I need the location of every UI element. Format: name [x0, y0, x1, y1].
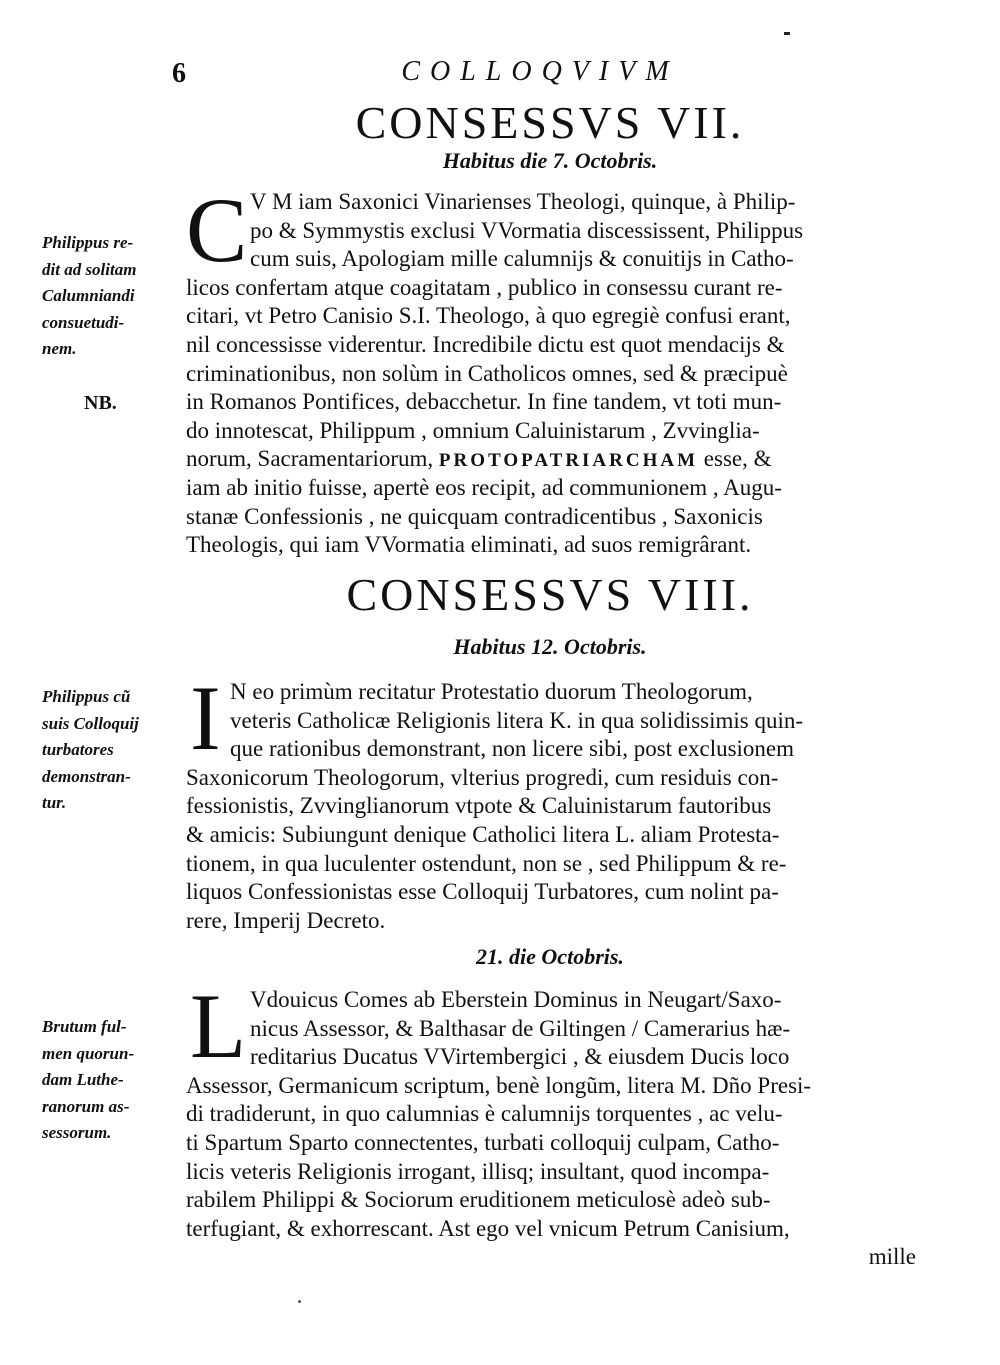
dropcap-c: C — [186, 179, 248, 281]
page-number: 6 — [172, 58, 186, 89]
margin-note-line: tur. — [42, 793, 67, 812]
text-line: Vdouicus Comes ab Eberstein Dominus in Neugart/Saxo- — [250, 987, 782, 1012]
text-line: citari, vt Petro Canisio S.I. Theologo, à quo egregiè confusi erant, — [186, 303, 791, 329]
text-line: stanæ Confessionis , ne quicquam contradicentibus , Saxonicis — [186, 503, 763, 529]
nota-bene-mark: NB. — [84, 392, 117, 414]
session-7-title: CONSESSVS VII. — [355, 97, 745, 148]
margin-note-line: sessorum. — [42, 1123, 112, 1142]
margin-note-line: consuetudi- — [42, 312, 125, 332]
text-line: Theologis, qui iam VVormatia eliminati, ad suos remigrârant. — [186, 532, 752, 558]
text-line: do innotescat, Philippum , omnium Caluinistarum , Zvvinglia- — [186, 417, 760, 443]
text-line: tionem, in qua luculenter ostendunt, non se , sed Philippum & re- — [186, 850, 787, 876]
margin-note-line: Philippus re- — [42, 233, 134, 252]
text-line: nil concessisse viderentur. Incredibile dictu est quot mendacijs & — [186, 331, 785, 357]
text-line: veteris Catholicæ Religionis litera K. in qua solidissimis quin- — [230, 707, 804, 733]
margin-note-line: men quorun- — [42, 1043, 135, 1063]
text-line: terfugiant, & exhorrescant. Ast ego vel vnicum Petrum Canisium, — [186, 1215, 790, 1241]
margin-note-session-7 — [42, 230, 182, 363]
text-fragment: esse, & — [703, 446, 772, 472]
text-line: criminationibus, non solùm in Catholicos omnes, sed & præcipuè — [186, 360, 788, 386]
margin-note-session-21 — [42, 1014, 182, 1147]
session-8-subtitle: Habitus 12. Octobris. — [453, 634, 647, 659]
margin-note-line: suis Colloquij — [42, 713, 139, 733]
margin-note-line: dam Luthe- — [42, 1070, 124, 1089]
text-line: N eo primùm recitatur Protestatio duorum Theologorum, — [230, 679, 753, 704]
text-line: fessionistis, Zvvinglianorum vtpote & Caluinistarum fautoribus — [186, 793, 772, 819]
text-line: reditarius Ducatus VVirtembergici , & eiusdem Ducis loco — [250, 1044, 790, 1070]
margin-note-line: Brutum ful- — [42, 1017, 127, 1036]
text-line: di tradiderunt, in quo calumnias è calumnijs torquentes , ac velu- — [186, 1101, 783, 1127]
session-21-subtitle: 21. die Octobris. — [476, 944, 624, 969]
text-line: in Romanos Pontifices, debacchetur. In fine tandem, vt toti mun- — [186, 389, 782, 415]
text-line: cum suis, Apologiam mille calumnijs & conuitijs in Catho- — [250, 246, 794, 272]
margin-note-session-8 — [42, 684, 182, 817]
session-7-subtitle: Habitus die 7. Octobris. — [442, 148, 658, 173]
text-line: & amicis: Subiungunt denique Catholici litera L. aliam Protesta- — [186, 821, 780, 847]
ink-speck — [784, 32, 790, 35]
emphasized-term: PROTOPATRIARCHAM — [438, 450, 699, 472]
margin-note-line: turbatores — [42, 740, 114, 759]
catchword: mille — [868, 1244, 916, 1270]
margin-note-line: Philippus cũ — [42, 687, 131, 706]
text-line: iam ab initio fuisse, apertè eos recipit, ad communionem , Augu- — [186, 474, 782, 500]
text-fragment: norum, Sacramentariorum, — [186, 446, 434, 472]
ink-dot — [298, 1300, 301, 1303]
text-line: po & Symmystis exclusi VVormatia discessissent, Philippus — [250, 217, 804, 243]
session-7-text — [186, 188, 916, 560]
session-8-title: CONSESSVS VIII. — [346, 569, 754, 620]
text-line: rere, Imperij Decreto. — [186, 907, 386, 933]
text-line: nicus Assessor, & Balthasar de Giltingen / Camerarius hæ- — [250, 1015, 791, 1041]
margin-note-line: dit ad solitam — [42, 259, 137, 279]
text-line: rabilem Philippi & Sociorum eruditionem meticulosè adeò sub- — [186, 1187, 771, 1213]
text-line — [186, 445, 916, 474]
text-line: liquos Confessionistas esse Colloquij Turbatores, cum nolint pa- — [186, 879, 779, 905]
text-line: V M iam Saxonici Vinarienses Theologi, quinque, à Philip- — [250, 189, 796, 214]
text-line: licos confertam atque coagitatam , publico in consessu curant re- — [186, 274, 783, 300]
session-8-text — [186, 678, 916, 935]
text-line: ti Spartum Sparto connectentes, turbati colloquij culpam, Catho- — [186, 1129, 780, 1155]
session-21-text — [186, 986, 916, 1272]
margin-note-line: ranorum as- — [42, 1096, 130, 1116]
text-line: que rationibus demonstrant, non licere sibi, post exclusionem — [230, 736, 795, 762]
text-line: Saxonicorum Theologorum, vlterius progredi, cum residuis con- — [186, 764, 779, 790]
margin-note-line: Calumniandi — [42, 286, 135, 305]
text-line: Assessor, Germanicum scriptum, benè longũm, litera M. Dño Presi- — [186, 1072, 812, 1098]
dropcap-l: L — [190, 975, 247, 1077]
margin-note-line: demonstran- — [42, 766, 131, 786]
dropcap-i: I — [190, 667, 221, 769]
running-title: COLLOQVIVM — [401, 56, 679, 87]
margin-note-line: nem. — [42, 339, 77, 358]
text-line: licis veteris Religionis irrogant, illisq; insultant, quod incompa- — [186, 1158, 770, 1184]
